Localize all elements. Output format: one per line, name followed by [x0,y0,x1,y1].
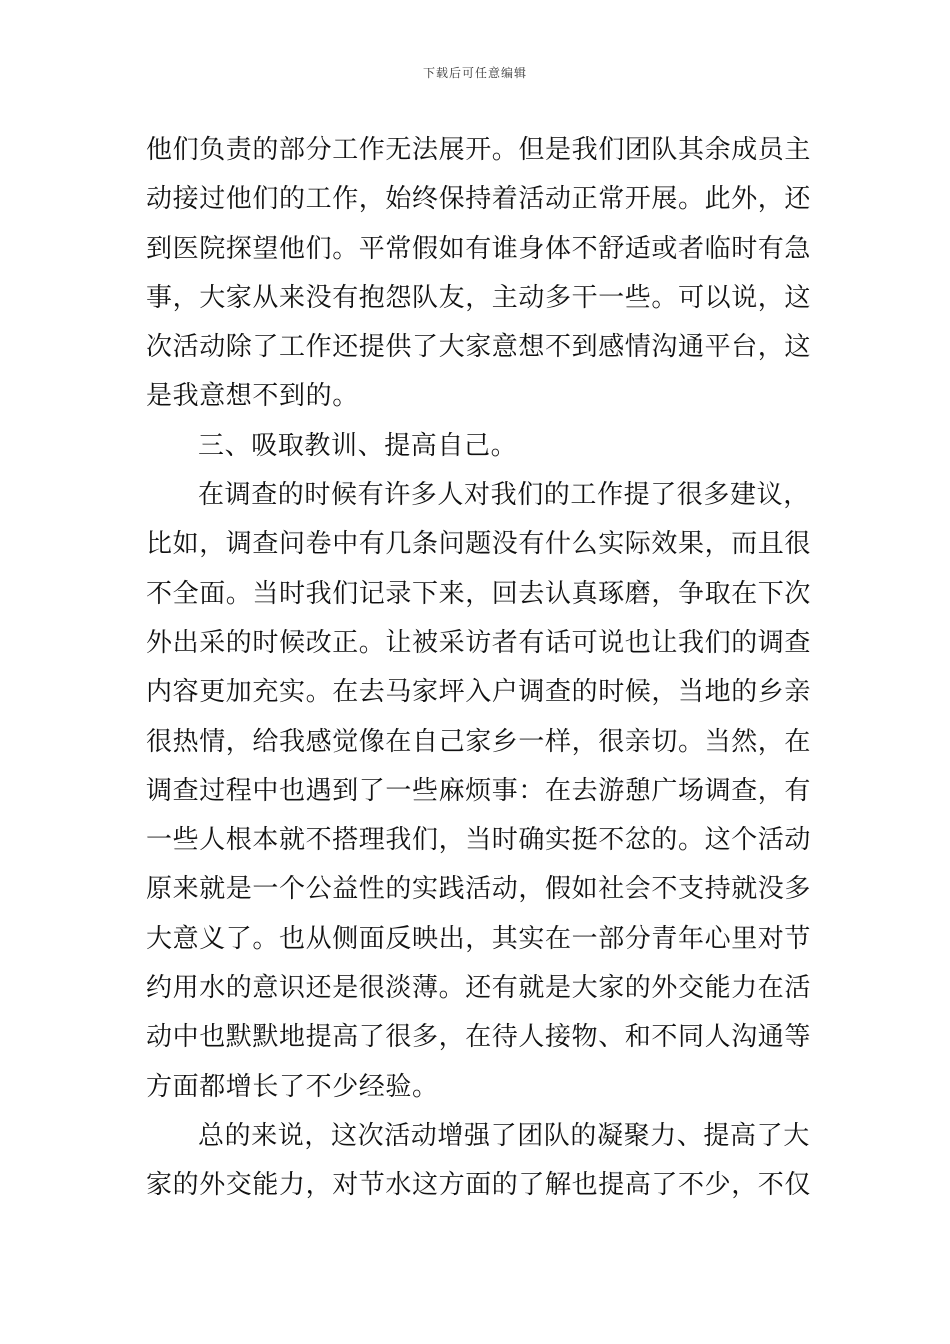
text-line: 比如，调查问卷中有几条问题没有什么实际效果，而且很 [146,529,812,560]
text-line: 动接过他们的工作，始终保持着活动正常开展。此外，还 [146,184,812,215]
text-line: 到医院探望他们。平常假如有谁身体不舒适或者临时有急 [146,233,812,264]
text-line: 在调查的时候有许多人对我们的工作提了很多建议， [198,480,810,511]
text-line: 动中也默默地提高了很多，在待人接物、和不同人沟通等 [146,1022,812,1053]
text-line: 很热情，给我感觉像在自己家乡一样，很亲切。当然，在 [146,726,812,757]
page-header: 下载后可任意编辑 [422,66,527,80]
document-body [146,126,812,1211]
text-line: 约用水的意识还是很淡薄。还有就是大家的外交能力在活 [146,973,812,1004]
text-line: 事，大家从来没有抱怨队友，主动多干一些。可以说，这 [146,282,812,313]
text-line: 外出采的时候改正。让被采访者有话可说也让我们的调查 [146,627,812,658]
text-line: 次活动除了工作还提供了大家意想不到感情沟通平台，这 [146,332,812,363]
text-line: 大意义了。也从侧面反映出，其实在一部分青年心里对节 [146,923,812,954]
text-line: 他们负责的部分工作无法展开。但是我们团队其余成员主 [146,135,812,165]
text-line: 不全面。当时我们记录下来，回去认真琢磨，争取在下次 [146,578,812,609]
text-line: 调查过程中也遇到了一些麻烦事：在去游憩广场调查，有 [146,775,812,806]
text-line: 三、吸取教训、提高自己。 [198,430,518,461]
text-line: 总的来说，这次活动增强了团队的凝聚力、提高了大 [198,1120,810,1151]
text-line: 内容更加充实。在去马家坪入户调查的时候，当地的乡亲 [146,677,812,708]
text-line: 方面都增长了不少经验。 [146,1071,439,1102]
text-line: 一些人根本就不搭理我们，当时确实挺不忿的。这个活动 [146,825,812,856]
text-line: 家的外交能力，对节水这方面的了解也提高了不少，不仅 [146,1170,812,1201]
text-line: 是我意想不到的。 [146,381,359,412]
text-line: 原来就是一个公益性的实践活动，假如社会不支持就没多 [146,874,812,905]
